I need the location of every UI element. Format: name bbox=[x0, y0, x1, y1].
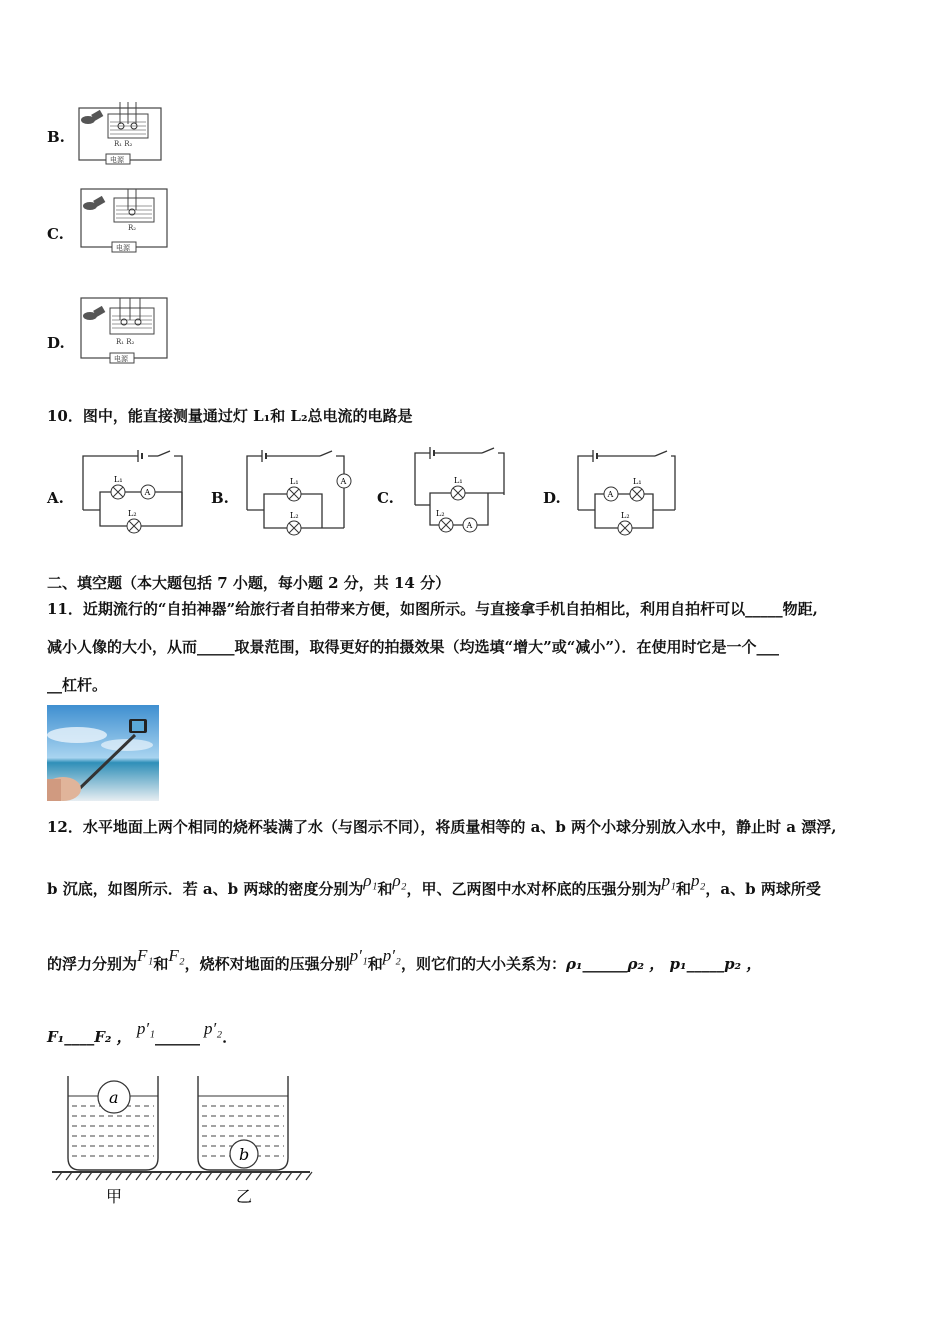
q12-blank-F: F₁____F₂ ， bbox=[47, 1028, 132, 1046]
q12-label-yi: 乙 bbox=[236, 1187, 253, 1206]
q12-blank-pp-b: p′₂ bbox=[204, 1019, 223, 1038]
q11-line1: 11．近期流行的“自拍神器”给旅行者自拍带来方便，如图所示。与直接拿手机自拍相比，利用自拍杆可以_____物距, bbox=[47, 600, 818, 618]
q10-a-l1: L₁ bbox=[114, 475, 123, 484]
q10-option-a-circuit bbox=[78, 448, 190, 540]
q10-d-ammeter: A bbox=[607, 490, 614, 499]
q12-line2-a: b 沉底，如图所示．若 a、b 两球的密度分别为 bbox=[47, 880, 364, 898]
q12-and1: 和 bbox=[377, 880, 393, 898]
q11-selfie-stick-photo bbox=[47, 705, 159, 801]
q10-b-l2: L₂ bbox=[290, 511, 299, 520]
q12-line2-c: ，a、b 两球所受 bbox=[705, 880, 821, 898]
q10-option-d-label: D. bbox=[543, 489, 561, 507]
q12-line3 bbox=[47, 946, 762, 974]
q12-and2: 和 bbox=[675, 880, 691, 898]
q12-pp2: p′₂ bbox=[382, 946, 401, 965]
q10-option-a-label: A. bbox=[47, 489, 64, 507]
q12-rho2: ρ₂ bbox=[392, 871, 407, 890]
q9-b-source: 电源 bbox=[110, 156, 124, 164]
q9-c-source: 电源 bbox=[116, 244, 130, 252]
q12-line1: 12．水平地面上两个相同的烧杯装满了水（与图示不同），将质量相等的 a、b 两个小球分别放入水中，静止时 a 漂浮, bbox=[47, 818, 837, 836]
q12-line2 bbox=[47, 871, 821, 899]
q12-line4 bbox=[47, 1019, 238, 1047]
q11-line3: __杠杆。 bbox=[47, 676, 108, 694]
q12-line2-b: ，甲、乙两图中水对杯底的压强分别为 bbox=[406, 880, 662, 898]
q10-stem: 10．图中，能直接测量通过灯 L₁和 L₂总电流的电路是 bbox=[47, 407, 413, 425]
q12-and3: 和 bbox=[153, 955, 169, 973]
q10-option-b-circuit bbox=[242, 448, 354, 540]
q12-line3-a: 的浮力分别为 bbox=[47, 955, 138, 973]
q12-and4: 和 bbox=[367, 955, 383, 973]
q12-blank-p: p₁_____p₂ ， bbox=[669, 955, 762, 973]
q12-blank-rho: ρ₁______ρ₂ ， bbox=[565, 955, 665, 973]
q9-option-c-figure bbox=[78, 186, 170, 256]
q12-p2: p₂ bbox=[691, 871, 706, 890]
q12-ball-b: b bbox=[239, 1145, 250, 1164]
q10-a-l2: L₂ bbox=[128, 509, 137, 518]
q9-c-resistors: R₂ bbox=[128, 224, 137, 232]
q12-F2: F₂ bbox=[168, 946, 185, 965]
q10-b-ammeter: A bbox=[340, 477, 347, 486]
q12-pp1: p′₁ bbox=[349, 946, 368, 965]
q10-a-ammeter: A bbox=[144, 488, 151, 497]
q12-label-jia: 甲 bbox=[106, 1187, 123, 1206]
q10-option-c-label: C. bbox=[377, 489, 394, 507]
q10-option-d-circuit bbox=[573, 448, 685, 540]
q11-line2: 减小人像的大小，从而_____取景范围，取得更好的拍摄效果（均选填“增大”或“减小”）．在使用时它是一个___ bbox=[47, 638, 780, 656]
q9-b-resistors: R₁ R₂ bbox=[114, 140, 133, 148]
q10-option-b-label: B. bbox=[211, 489, 229, 507]
q10-c-ammeter: A bbox=[466, 521, 473, 530]
q10-b-l1: L₁ bbox=[290, 477, 299, 486]
q10-option-c-circuit bbox=[410, 445, 510, 541]
q12-line3-c: ，则它们的大小关系为： bbox=[400, 955, 566, 973]
q9-option-d-label: D. bbox=[47, 334, 65, 352]
q9-option-c-label: C. bbox=[47, 225, 64, 243]
q9-option-b-label: B. bbox=[47, 128, 65, 146]
q10-c-l2: L₂ bbox=[436, 509, 445, 518]
q10-c-l1: L₁ bbox=[454, 476, 463, 485]
q9-d-resistors: R₁ R₂ bbox=[116, 338, 135, 346]
q12-line3-b: ，烧杯对地面的压强分别 bbox=[184, 955, 350, 973]
q10-d-l1: L₁ bbox=[633, 477, 642, 486]
q9-d-source: 电源 bbox=[114, 355, 128, 363]
q12-blank-pp-a: p′₁ bbox=[136, 1019, 156, 1038]
q9-option-d-figure bbox=[78, 294, 170, 366]
q12-beakers-figure bbox=[48, 1070, 318, 1210]
q12-blank-pp-end: ． bbox=[222, 1028, 238, 1046]
q12-F1: F₁ bbox=[137, 946, 154, 965]
q12-p1: p₁ bbox=[661, 871, 676, 890]
section2-heading: 二、填空题（本大题包括 7 小题，每小题 2 分，共 14 分） bbox=[47, 574, 451, 592]
q12-rho1: ρ₁ bbox=[363, 871, 378, 890]
q10-d-l2: L₂ bbox=[621, 511, 630, 520]
q9-option-b-figure bbox=[76, 98, 168, 170]
q12-ball-a: a bbox=[109, 1088, 119, 1107]
q12-blank-pp-line: ______ bbox=[155, 1028, 201, 1046]
